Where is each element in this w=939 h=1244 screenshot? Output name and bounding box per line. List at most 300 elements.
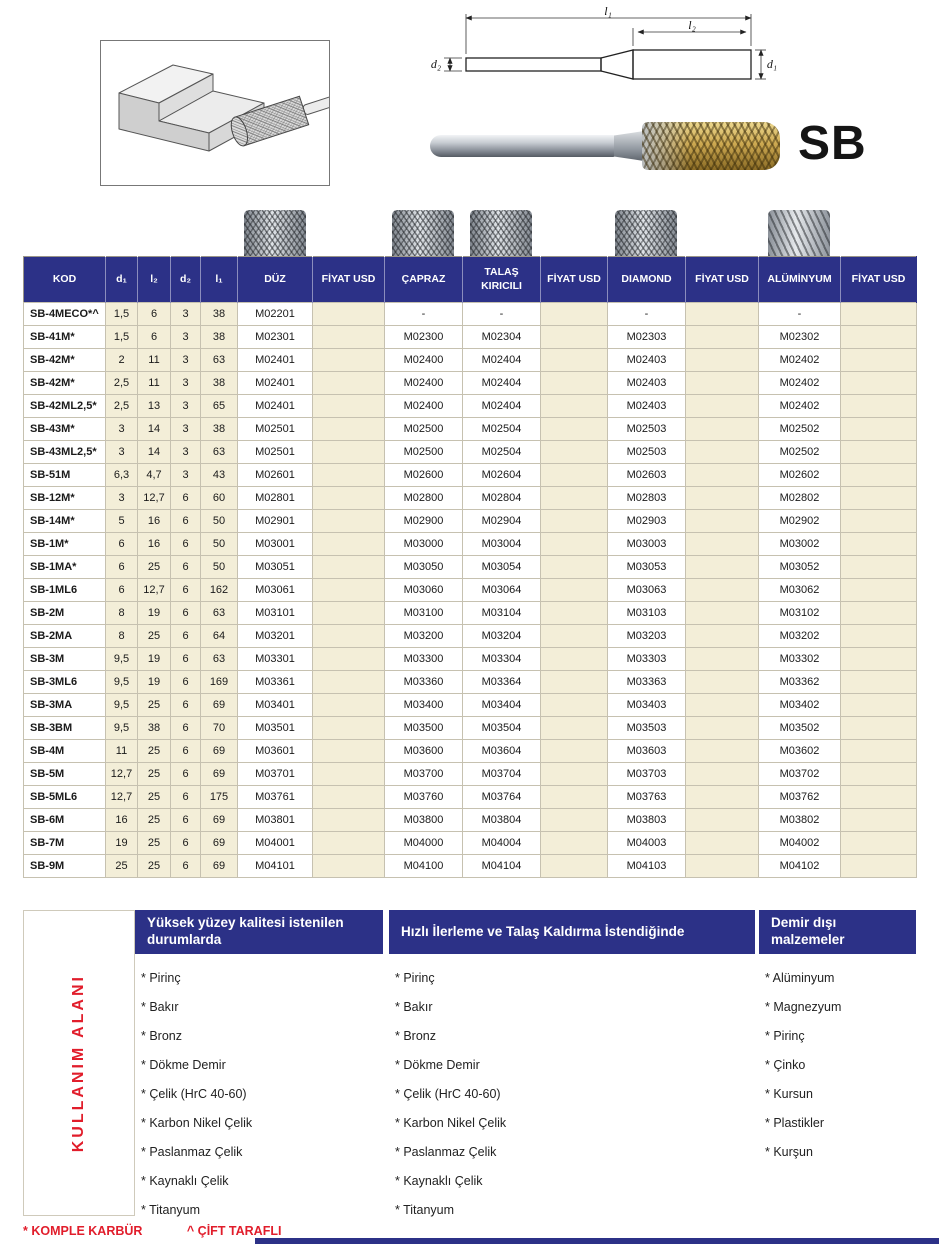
value-cell: M04104 bbox=[463, 855, 541, 878]
value-cell: M02600 bbox=[385, 464, 463, 487]
value-cell: 9,5 bbox=[106, 694, 138, 717]
value-cell bbox=[541, 303, 608, 326]
value-cell: 69 bbox=[201, 694, 238, 717]
value-cell bbox=[313, 648, 385, 671]
table-row bbox=[24, 441, 917, 464]
code-cell: SB-43ML2,5* bbox=[24, 441, 106, 464]
value-cell: 6 bbox=[171, 671, 201, 694]
value-cell: M02201 bbox=[238, 303, 313, 326]
value-cell: M03360 bbox=[385, 671, 463, 694]
usage-item: * Kursun bbox=[765, 1087, 813, 1101]
value-cell: 3 bbox=[171, 441, 201, 464]
value-cell bbox=[313, 303, 385, 326]
table-row bbox=[24, 855, 917, 878]
value-cell: 2,5 bbox=[106, 372, 138, 395]
value-cell: M03804 bbox=[463, 809, 541, 832]
value-cell: M02303 bbox=[608, 326, 686, 349]
code-cell: SB-3MA bbox=[24, 694, 106, 717]
table-row bbox=[24, 303, 917, 326]
value-cell bbox=[686, 349, 759, 372]
table-row bbox=[24, 809, 917, 832]
value-cell: M02802 bbox=[759, 487, 841, 510]
code-cell: SB-6M bbox=[24, 809, 106, 832]
value-cell bbox=[686, 395, 759, 418]
value-cell bbox=[686, 671, 759, 694]
usage-column-title: Yüksek yüzey kalitesi istenilen durumlarda bbox=[135, 910, 383, 954]
value-cell: 3 bbox=[171, 303, 201, 326]
series-label: SB bbox=[798, 117, 867, 170]
value-cell: 6 bbox=[106, 556, 138, 579]
value-cell bbox=[541, 372, 608, 395]
value-cell: M02403 bbox=[608, 395, 686, 418]
value-cell: 5 bbox=[106, 510, 138, 533]
value-cell bbox=[841, 855, 917, 878]
code-cell: SB-3BM bbox=[24, 717, 106, 740]
usage-item: * Alüminyum bbox=[765, 971, 835, 985]
value-cell: 3 bbox=[106, 441, 138, 464]
product-table bbox=[23, 256, 917, 878]
value-cell: M03054 bbox=[463, 556, 541, 579]
value-cell: 6 bbox=[171, 763, 201, 786]
value-cell: M03363 bbox=[608, 671, 686, 694]
value-cell: 169 bbox=[201, 671, 238, 694]
value-cell: M03404 bbox=[463, 694, 541, 717]
value-cell: 6 bbox=[138, 303, 171, 326]
value-cell: M02304 bbox=[463, 326, 541, 349]
usage-item: * Karbon Nikel Çelik bbox=[141, 1116, 253, 1130]
value-cell: M03762 bbox=[759, 786, 841, 809]
value-cell bbox=[841, 648, 917, 671]
value-cell bbox=[541, 533, 608, 556]
code-cell: SB-4M bbox=[24, 740, 106, 763]
product-table-body bbox=[24, 303, 917, 878]
value-cell: M03203 bbox=[608, 625, 686, 648]
value-cell bbox=[841, 303, 917, 326]
value-cell: 25 bbox=[138, 832, 171, 855]
value-cell: 6 bbox=[171, 556, 201, 579]
value-cell: M02500 bbox=[385, 441, 463, 464]
value-cell bbox=[686, 418, 759, 441]
usage-column-title: Demir dışı malzemeler bbox=[759, 910, 916, 954]
dim-label-l2: l₂ bbox=[688, 18, 696, 32]
value-cell: 25 bbox=[138, 809, 171, 832]
value-cell: M02804 bbox=[463, 487, 541, 510]
value-cell: M03400 bbox=[385, 694, 463, 717]
value-cell bbox=[686, 648, 759, 671]
value-cell: 25 bbox=[138, 625, 171, 648]
value-cell: M02404 bbox=[463, 395, 541, 418]
usage-item: * Kaynaklı Çelik bbox=[141, 1174, 229, 1188]
code-cell: SB-51M bbox=[24, 464, 106, 487]
value-cell: 3 bbox=[106, 487, 138, 510]
value-cell: M03403 bbox=[608, 694, 686, 717]
value-cell: M03702 bbox=[759, 763, 841, 786]
value-cell bbox=[313, 579, 385, 602]
value-cell bbox=[313, 740, 385, 763]
value-cell bbox=[841, 671, 917, 694]
code-cell: SB-7M bbox=[24, 832, 106, 855]
code-cell: SB-2MA bbox=[24, 625, 106, 648]
table-row bbox=[24, 763, 917, 786]
value-cell: 50 bbox=[201, 510, 238, 533]
value-cell: 6 bbox=[171, 855, 201, 878]
value-cell: 14 bbox=[138, 418, 171, 441]
table-row bbox=[24, 694, 917, 717]
table-row bbox=[24, 579, 917, 602]
value-cell bbox=[541, 487, 608, 510]
usage-item: * Dökme Demir bbox=[141, 1058, 226, 1072]
value-cell: M02501 bbox=[238, 441, 313, 464]
value-cell: M03703 bbox=[608, 763, 686, 786]
table-row bbox=[24, 717, 917, 740]
value-cell: M04004 bbox=[463, 832, 541, 855]
value-cell: 69 bbox=[201, 740, 238, 763]
burr-sample-photo-talas-kiricili bbox=[470, 210, 532, 256]
value-cell: 25 bbox=[106, 855, 138, 878]
value-cell: 63 bbox=[201, 441, 238, 464]
code-cell: SB-1ML6 bbox=[24, 579, 106, 602]
dimension-diagram-art bbox=[428, 6, 780, 102]
value-cell bbox=[841, 349, 917, 372]
value-cell: M02504 bbox=[463, 441, 541, 464]
value-cell bbox=[313, 533, 385, 556]
value-cell: M03051 bbox=[238, 556, 313, 579]
value-cell: 38 bbox=[201, 326, 238, 349]
value-cell: M03300 bbox=[385, 648, 463, 671]
table-row bbox=[24, 510, 917, 533]
value-cell bbox=[841, 441, 917, 464]
value-cell bbox=[541, 602, 608, 625]
value-cell: M02900 bbox=[385, 510, 463, 533]
value-cell bbox=[686, 855, 759, 878]
value-cell: 162 bbox=[201, 579, 238, 602]
value-cell bbox=[541, 786, 608, 809]
value-cell bbox=[541, 349, 608, 372]
usage-side-cell bbox=[23, 910, 135, 1216]
value-cell bbox=[313, 556, 385, 579]
value-cell bbox=[686, 441, 759, 464]
value-cell: M04100 bbox=[385, 855, 463, 878]
table-row bbox=[24, 464, 917, 487]
value-cell: M03361 bbox=[238, 671, 313, 694]
value-cell: M04101 bbox=[238, 855, 313, 878]
code-cell: SB-5ML6 bbox=[24, 786, 106, 809]
value-cell: M03504 bbox=[463, 717, 541, 740]
value-cell: M02401 bbox=[238, 395, 313, 418]
usage-item: * Pirinç bbox=[395, 971, 435, 985]
value-cell bbox=[686, 625, 759, 648]
value-cell: M02503 bbox=[608, 418, 686, 441]
value-cell: 38 bbox=[201, 303, 238, 326]
value-cell: 69 bbox=[201, 855, 238, 878]
value-cell: 6,3 bbox=[106, 464, 138, 487]
value-cell: 6 bbox=[171, 786, 201, 809]
value-cell: M02302 bbox=[759, 326, 841, 349]
value-cell: 8 bbox=[106, 625, 138, 648]
column-header: ALÜMİNYUM bbox=[759, 257, 841, 303]
value-cell: 6 bbox=[171, 487, 201, 510]
value-cell: M03053 bbox=[608, 556, 686, 579]
value-cell: M03060 bbox=[385, 579, 463, 602]
column-header: FİYAT USD bbox=[686, 257, 759, 303]
value-cell: M03103 bbox=[608, 602, 686, 625]
value-cell: 6 bbox=[106, 579, 138, 602]
usage-item: * Çinko bbox=[765, 1058, 806, 1072]
value-cell bbox=[841, 510, 917, 533]
usage-item: * Çelik (HrC 40-60) bbox=[395, 1087, 501, 1101]
column-header: KOD bbox=[24, 257, 106, 303]
value-cell: 6 bbox=[171, 510, 201, 533]
value-cell bbox=[541, 694, 608, 717]
value-cell: 6 bbox=[138, 326, 171, 349]
table-row bbox=[24, 832, 917, 855]
value-cell bbox=[841, 418, 917, 441]
value-cell: 175 bbox=[201, 786, 238, 809]
value-cell bbox=[841, 487, 917, 510]
value-cell: M03601 bbox=[238, 740, 313, 763]
code-cell: SB-42M* bbox=[24, 349, 106, 372]
value-cell: 16 bbox=[138, 533, 171, 556]
value-cell bbox=[686, 694, 759, 717]
value-cell: 6 bbox=[171, 648, 201, 671]
value-cell: 3 bbox=[106, 418, 138, 441]
value-cell bbox=[686, 372, 759, 395]
code-cell: SB-9M bbox=[24, 855, 106, 878]
value-cell: M03761 bbox=[238, 786, 313, 809]
value-cell: M03402 bbox=[759, 694, 841, 717]
value-cell bbox=[686, 579, 759, 602]
value-cell: 3 bbox=[171, 349, 201, 372]
value-cell: M02403 bbox=[608, 372, 686, 395]
value-cell: 6 bbox=[106, 533, 138, 556]
dimension-diagram bbox=[428, 6, 780, 102]
value-cell: M02904 bbox=[463, 510, 541, 533]
value-cell: 19 bbox=[138, 648, 171, 671]
value-cell: M02400 bbox=[385, 395, 463, 418]
value-cell: M03401 bbox=[238, 694, 313, 717]
usage-item: * Plastikler bbox=[765, 1116, 825, 1130]
code-cell: SB-1M* bbox=[24, 533, 106, 556]
value-cell: 38 bbox=[201, 372, 238, 395]
usage-item: * Kurşun bbox=[765, 1145, 813, 1159]
value-cell bbox=[541, 464, 608, 487]
usage-item: * Magnezyum bbox=[765, 1000, 842, 1014]
value-cell: M03362 bbox=[759, 671, 841, 694]
value-cell: M03701 bbox=[238, 763, 313, 786]
value-cell: M03802 bbox=[759, 809, 841, 832]
usage-item: * Titanyum bbox=[395, 1203, 455, 1217]
usage-item: * Pirinç bbox=[765, 1029, 805, 1043]
value-cell: M03002 bbox=[759, 533, 841, 556]
value-cell: M02603 bbox=[608, 464, 686, 487]
value-cell: 6 bbox=[171, 717, 201, 740]
usage-column-non-ferrous bbox=[759, 910, 916, 1216]
value-cell: M02602 bbox=[759, 464, 841, 487]
value-cell bbox=[841, 372, 917, 395]
value-cell bbox=[686, 809, 759, 832]
value-cell bbox=[313, 418, 385, 441]
value-cell bbox=[686, 786, 759, 809]
value-cell: 13 bbox=[138, 395, 171, 418]
value-cell: 38 bbox=[201, 418, 238, 441]
code-cell: SB-42M* bbox=[24, 372, 106, 395]
value-cell bbox=[313, 809, 385, 832]
value-cell: 3 bbox=[171, 418, 201, 441]
usage-side-label: KULLANIM ALANI bbox=[70, 973, 87, 1153]
value-cell bbox=[841, 464, 917, 487]
value-cell bbox=[541, 579, 608, 602]
value-cell: 63 bbox=[201, 648, 238, 671]
value-cell: M03602 bbox=[759, 740, 841, 763]
value-cell: M02502 bbox=[759, 441, 841, 464]
value-cell: M03302 bbox=[759, 648, 841, 671]
value-cell bbox=[313, 395, 385, 418]
value-cell: M02404 bbox=[463, 349, 541, 372]
value-cell: M02402 bbox=[759, 395, 841, 418]
code-cell: SB-3ML6 bbox=[24, 671, 106, 694]
value-cell: 63 bbox=[201, 602, 238, 625]
table-row bbox=[24, 487, 917, 510]
burr-sample-photo-duz bbox=[244, 210, 306, 256]
value-cell: M03052 bbox=[759, 556, 841, 579]
code-cell: SB-3M bbox=[24, 648, 106, 671]
value-cell bbox=[313, 487, 385, 510]
value-cell: M02801 bbox=[238, 487, 313, 510]
value-cell bbox=[313, 441, 385, 464]
usage-item: * Karbon Nikel Çelik bbox=[395, 1116, 507, 1130]
value-cell: M02301 bbox=[238, 326, 313, 349]
value-cell: 50 bbox=[201, 533, 238, 556]
table-row bbox=[24, 326, 917, 349]
value-cell: M03204 bbox=[463, 625, 541, 648]
value-cell: 25 bbox=[138, 855, 171, 878]
value-cell bbox=[541, 395, 608, 418]
value-cell: 69 bbox=[201, 763, 238, 786]
usage-item: * Kaynaklı Çelik bbox=[395, 1174, 483, 1188]
usage-item: * Bronz bbox=[141, 1029, 182, 1043]
column-header: FİYAT USD bbox=[841, 257, 917, 303]
code-cell: SB-2M bbox=[24, 602, 106, 625]
value-cell bbox=[841, 832, 917, 855]
value-cell: M03000 bbox=[385, 533, 463, 556]
usage-item: * Çelik (HrC 40-60) bbox=[141, 1087, 247, 1101]
column-header: d₂ bbox=[171, 257, 201, 303]
value-cell: M02903 bbox=[608, 510, 686, 533]
value-cell bbox=[541, 441, 608, 464]
code-cell: SB-43M* bbox=[24, 418, 106, 441]
value-cell: 25 bbox=[138, 694, 171, 717]
value-cell: M03064 bbox=[463, 579, 541, 602]
product-photo bbox=[430, 102, 792, 190]
value-cell bbox=[313, 717, 385, 740]
table-row bbox=[24, 395, 917, 418]
bottom-rule bbox=[255, 1238, 939, 1244]
value-cell bbox=[686, 763, 759, 786]
value-cell: 19 bbox=[138, 602, 171, 625]
value-cell: M03104 bbox=[463, 602, 541, 625]
table-row bbox=[24, 556, 917, 579]
value-cell: 64 bbox=[201, 625, 238, 648]
value-cell: M03501 bbox=[238, 717, 313, 740]
value-cell: 11 bbox=[138, 349, 171, 372]
value-cell bbox=[686, 303, 759, 326]
value-cell: 25 bbox=[138, 763, 171, 786]
usage-item: * Pirinç bbox=[141, 971, 181, 985]
value-cell: 9,5 bbox=[106, 717, 138, 740]
value-cell: M03200 bbox=[385, 625, 463, 648]
value-cell: - bbox=[608, 303, 686, 326]
value-cell bbox=[686, 487, 759, 510]
value-cell bbox=[841, 326, 917, 349]
value-cell: M03201 bbox=[238, 625, 313, 648]
value-cell bbox=[541, 418, 608, 441]
value-cell: 9,5 bbox=[106, 648, 138, 671]
value-cell: M04103 bbox=[608, 855, 686, 878]
value-cell: M03604 bbox=[463, 740, 541, 763]
value-cell bbox=[313, 694, 385, 717]
dim-label-l1: l₁ bbox=[604, 6, 612, 18]
value-cell: 2,5 bbox=[106, 395, 138, 418]
value-cell bbox=[313, 464, 385, 487]
dim-label-d2: d₂ bbox=[430, 57, 442, 71]
value-cell bbox=[541, 510, 608, 533]
burr-sample-photo-capraz bbox=[392, 210, 454, 256]
value-cell: M03003 bbox=[608, 533, 686, 556]
table-header-row bbox=[24, 257, 917, 303]
value-cell: M03061 bbox=[238, 579, 313, 602]
value-cell: M03764 bbox=[463, 786, 541, 809]
value-cell bbox=[686, 533, 759, 556]
value-cell: 6 bbox=[171, 694, 201, 717]
value-cell: M03800 bbox=[385, 809, 463, 832]
value-cell: - bbox=[759, 303, 841, 326]
table-row bbox=[24, 533, 917, 556]
value-cell: 2 bbox=[106, 349, 138, 372]
value-cell: 3 bbox=[171, 395, 201, 418]
value-cell: M03102 bbox=[759, 602, 841, 625]
value-cell bbox=[541, 832, 608, 855]
value-cell: 9,5 bbox=[106, 671, 138, 694]
value-cell: M03803 bbox=[608, 809, 686, 832]
value-cell: M03503 bbox=[608, 717, 686, 740]
column-header: FİYAT USD bbox=[541, 257, 608, 303]
value-cell bbox=[686, 740, 759, 763]
value-cell bbox=[541, 740, 608, 763]
value-cell: M03304 bbox=[463, 648, 541, 671]
value-cell bbox=[841, 395, 917, 418]
product-photo-head bbox=[642, 122, 780, 170]
value-cell bbox=[541, 671, 608, 694]
value-cell bbox=[841, 786, 917, 809]
value-cell: 6 bbox=[171, 809, 201, 832]
value-cell bbox=[313, 602, 385, 625]
column-header: TALAŞ KIRICILI bbox=[463, 257, 541, 303]
value-cell: 60 bbox=[201, 487, 238, 510]
usage-item: * Bakır bbox=[395, 1000, 433, 1014]
usage-section bbox=[23, 910, 916, 1216]
value-cell: M03001 bbox=[238, 533, 313, 556]
usage-column-fast-removal bbox=[389, 910, 755, 1216]
value-cell: M03004 bbox=[463, 533, 541, 556]
value-cell bbox=[841, 763, 917, 786]
code-cell: SB-1MA* bbox=[24, 556, 106, 579]
usage-item-list bbox=[759, 954, 916, 1216]
value-cell: M02502 bbox=[759, 418, 841, 441]
value-cell bbox=[841, 694, 917, 717]
value-cell: 6 bbox=[171, 832, 201, 855]
table-row bbox=[24, 418, 917, 441]
value-cell: M03603 bbox=[608, 740, 686, 763]
